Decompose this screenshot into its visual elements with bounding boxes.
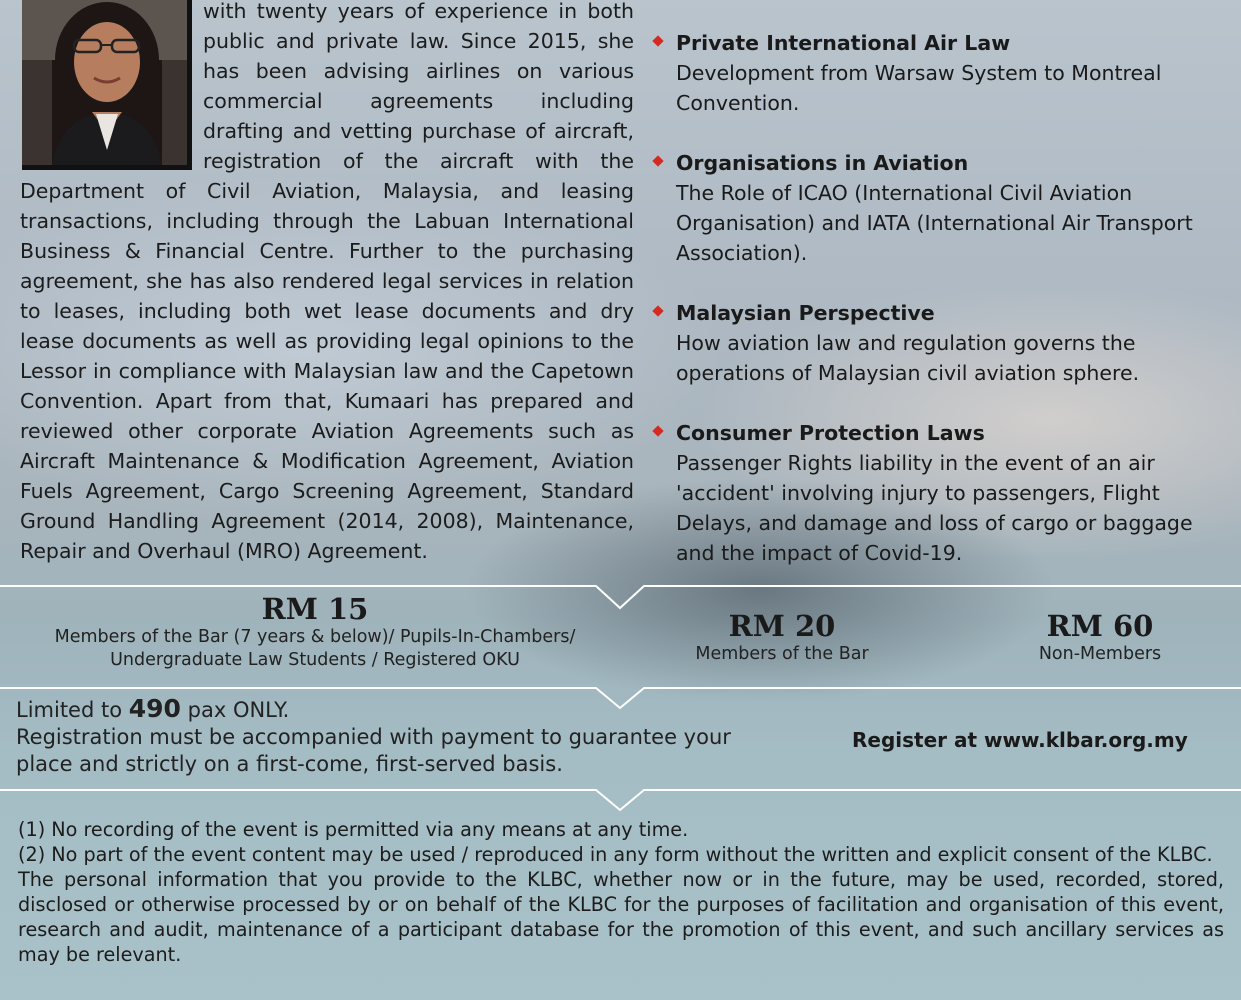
price-eligibility: Undergraduate Law Students / Registered OKU: [110, 650, 520, 670]
topic-title: Consumer Protection Laws: [676, 421, 985, 445]
price-tier: [990, 609, 1210, 666]
price-amount: RM 60: [1046, 609, 1154, 643]
payment-note: Registration must be accompanied with payment to guarantee your: [16, 725, 731, 749]
diamond-bullet-icon: [652, 35, 663, 46]
section-divider: [0, 786, 1241, 816]
speaker-bio-text: with twenty years of experience in both public and private law. Since 2015, she has been advising airlines on various commercial agreements including drafting and vetting purchase of aircraft, registration of the aircraft with the Department of Civil Aviation, Malaysia, and leasing transactions, including through the Labuan International Business & Financial Centre. Further to the purchasing agreement, she has also rendered legal services in relation to leases, including both wet lease documents and dry lease documents as well as providing legal opinions to the Lessor in compliance with Malaysian law and the Capetown Convention. Apart from that, Kumaari has prepared and reviewed other corporate Aviation Agreements such as Aircraft Maintenance & Modification Agreement, Aviation Fuels Agreement, Cargo Screening Agreement, Standard Ground Handling Agreement (2014, 2008), Maintenance, Repair and Overhaul (MRO) Agreement.: [20, 0, 634, 563]
price-tier: [662, 609, 902, 666]
price-amount: RM 20: [728, 609, 836, 643]
payment-note: place and strictly on a first-come, first-served basis.: [16, 752, 563, 776]
diamond-bullet-icon: [652, 155, 663, 166]
capacity-prefix: Limited to: [16, 698, 123, 722]
privacy-notice: The personal information that you provide to the KLBC, whether now or in the future, may be used, recorded, stored, disclosed or otherwise processed by or on behalf of the KLBC for the purposes of facilitation and organisation of this event, research and audit, maintenance of a participant database for the promotion of this event, and such ancillary services as may be relevant.: [18, 868, 1224, 966]
diamond-bullet-icon: [652, 425, 663, 436]
registration-info: [16, 695, 816, 778]
topic-description: The Role of ICAO (International Civil Aviation Organisation) and IATA (International Air Transport Association).: [676, 181, 1193, 265]
topic-item: [654, 418, 1234, 568]
note-recording: (1) No recording of the event is permitted via any means at any time.: [18, 818, 689, 841]
note-reproduction: (2) No part of the event content may be used / reproduced in any form without the written and explicit consent of the KLBC.: [18, 843, 1213, 866]
topic-description: Development from Warsaw System to Montreal Convention.: [676, 61, 1162, 115]
capacity-suffix: pax ONLY.: [187, 698, 290, 722]
price-amount: RM 15: [261, 592, 369, 626]
topic-item: [654, 298, 1234, 388]
register-link[interactable]: Register at www.klbar.org.my: [852, 728, 1188, 752]
topic-title: Organisations in Aviation: [676, 151, 969, 175]
topic-item: [654, 28, 1234, 118]
topic-title: Private International Air Law: [676, 31, 1011, 55]
price-eligibility: Members of the Bar: [695, 644, 869, 664]
diamond-bullet-icon: [652, 305, 663, 316]
topics-list: [654, 28, 1234, 598]
topic-description: How aviation law and regulation governs the operations of Malaysian civil aviation sphere.: [676, 331, 1140, 385]
capacity-line: [16, 695, 816, 724]
speaker-bio: [20, 0, 634, 566]
price-eligibility: Members of the Bar (7 years & below)/ Pupils-In-Chambers/: [54, 627, 576, 647]
event-notes: [18, 817, 1224, 967]
topic-item: [654, 148, 1234, 268]
price-tier: [30, 592, 600, 672]
price-eligibility: Non-Members: [1038, 644, 1162, 664]
topic-description: Passenger Rights liability in the event of an air 'accident' involving injury to passengers, Flight Delays, and damage and loss of cargo or baggage and the impact of Covid-19.: [676, 451, 1193, 565]
capacity-count: 490: [128, 694, 181, 723]
topic-title: Malaysian Perspective: [676, 301, 935, 325]
